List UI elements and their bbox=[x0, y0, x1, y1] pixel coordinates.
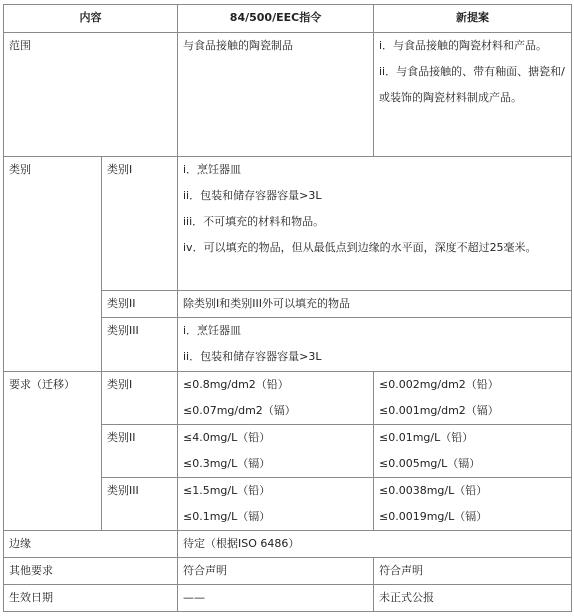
effective-label: 生效日期 bbox=[4, 585, 178, 612]
category-row bbox=[4, 157, 572, 291]
scope-proposal-line: ii．与食品接触的、带有釉面、搪瓷和/或装饰的陶瓷材料制成产品。 bbox=[379, 65, 565, 104]
limit-value: ≤0.005mg/L（镉） bbox=[379, 457, 481, 470]
scope-proposal bbox=[374, 33, 572, 157]
other-row bbox=[4, 558, 572, 585]
limit-value: ≤0.8mg/dm2（铅） bbox=[183, 378, 289, 391]
category-description bbox=[178, 157, 572, 291]
other-label: 其他要求 bbox=[4, 558, 178, 585]
limit-value: ≤4.0mg/L（铅） bbox=[183, 431, 271, 444]
requirement-directive bbox=[178, 478, 374, 531]
category-line: i．烹饪器皿 bbox=[183, 163, 242, 176]
limit-value: ≤0.1mg/L（镉） bbox=[183, 510, 271, 523]
category-name: 类别II bbox=[102, 291, 178, 318]
header-content: 内容 bbox=[4, 5, 178, 33]
scope-row bbox=[4, 33, 572, 157]
edge-label: 边缘 bbox=[4, 531, 178, 558]
requirement-directive bbox=[178, 425, 374, 478]
category-line: ii．包装和储存容器容量>3L bbox=[183, 189, 322, 202]
category-line: iii．不可填充的材料和物品。 bbox=[183, 215, 325, 228]
requirement-directive bbox=[178, 372, 374, 425]
scope-directive: 与食品接触的陶瓷制品 bbox=[178, 33, 374, 157]
requirement-proposal bbox=[374, 478, 572, 531]
other-directive: 符合声明 bbox=[178, 558, 374, 585]
category-name: 类别I bbox=[102, 157, 178, 291]
requirement-category: 类别III bbox=[102, 478, 178, 531]
effective-row bbox=[4, 585, 572, 612]
category-line: i．烹饪器皿 bbox=[183, 324, 242, 337]
limit-value: ≤0.001mg/dm2（镉） bbox=[379, 404, 499, 417]
other-proposal: 符合声明 bbox=[374, 558, 572, 585]
requirement-label: 要求（迁移） bbox=[4, 372, 102, 531]
effective-directive: —— bbox=[178, 585, 374, 612]
category-line: ii．包装和储存容器容量>3L bbox=[183, 350, 322, 363]
limit-value: ≤1.5mg/L（铅） bbox=[183, 484, 271, 497]
scope-proposal-line: i．与食品接触的陶瓷材料和产品。 bbox=[379, 39, 548, 52]
requirement-proposal bbox=[374, 425, 572, 478]
limit-value: ≤0.0019mg/L（镉） bbox=[379, 510, 488, 523]
header-row bbox=[4, 5, 572, 33]
category-name: 类别III bbox=[102, 318, 178, 372]
category-label: 类别 bbox=[4, 157, 102, 372]
limit-value: ≤0.01mg/L（铅） bbox=[379, 431, 474, 444]
category-description bbox=[178, 318, 572, 372]
requirement-row bbox=[4, 372, 572, 425]
scope-label: 范围 bbox=[4, 33, 178, 157]
requirement-category: 类别II bbox=[102, 425, 178, 478]
category-description: 除类别I和类别III外可以填充的物品 bbox=[178, 291, 572, 318]
limit-value: ≤0.3mg/L（镉） bbox=[183, 457, 271, 470]
requirement-category: 类别I bbox=[102, 372, 178, 425]
header-proposal: 新提案 bbox=[374, 5, 572, 33]
edge-row bbox=[4, 531, 572, 558]
limit-value: ≤0.0038mg/L（铅） bbox=[379, 484, 488, 497]
requirement-proposal bbox=[374, 372, 572, 425]
category-line: iv．可以填充的物品，但从最低点到边缘的水平面，深度不超过25毫米。 bbox=[183, 241, 537, 254]
limit-value: ≤0.002mg/dm2（铅） bbox=[379, 378, 499, 391]
limit-value: ≤0.07mg/dm2（镉） bbox=[183, 404, 296, 417]
header-directive: 84/500/EEC指令 bbox=[178, 5, 374, 33]
edge-value: 待定（根据ISO 6486） bbox=[178, 531, 572, 558]
comparison-table bbox=[3, 4, 572, 612]
effective-proposal: 未正式公报 bbox=[374, 585, 572, 612]
